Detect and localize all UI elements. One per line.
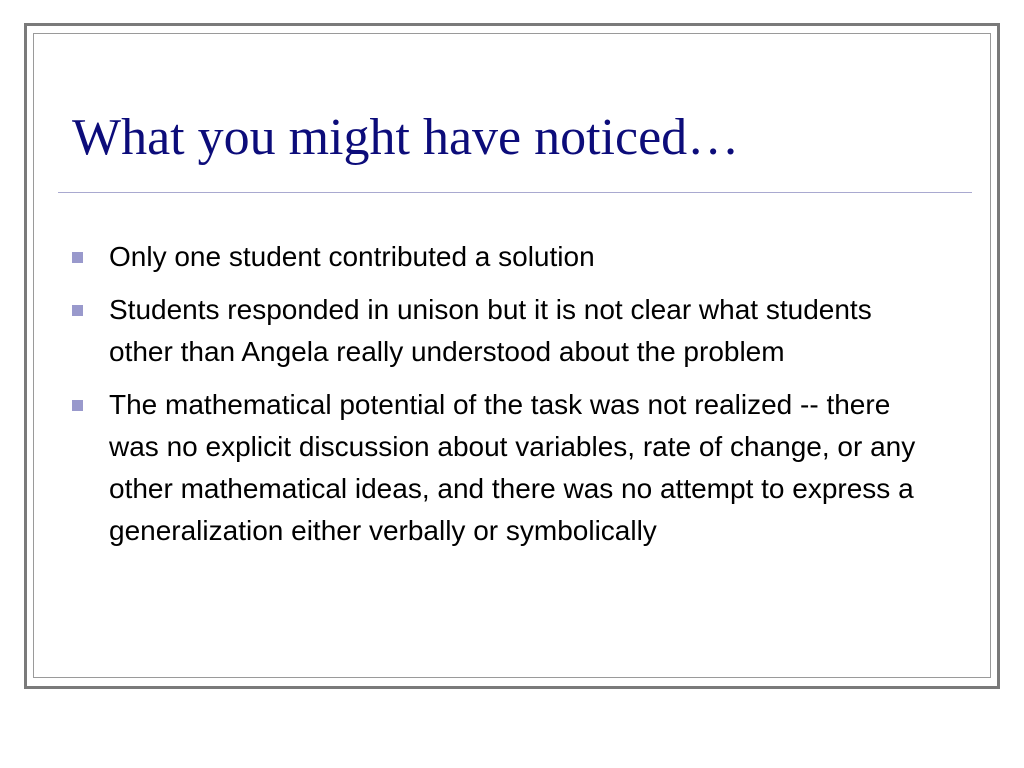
bullet-text: The mathematical potential of the task was not realized -- there was no explicit discussion about variables, rate of change, or any other mathematical ideas, and there was no attempt to express a generalization either verbally or symbolically: [109, 389, 916, 546]
square-bullet-icon: [72, 305, 83, 316]
slide-title: What you might have noticed…: [72, 109, 740, 166]
bullet-text: Students responded in unison but it is not clear what students other than Angela really understood about the problem: [109, 294, 872, 367]
square-bullet-icon: [72, 252, 83, 263]
bullet-item: [72, 289, 942, 373]
title-divider: [58, 192, 972, 193]
bullet-text: Only one student contributed a solution: [109, 241, 595, 272]
bullet-item: [72, 236, 942, 278]
bullet-list: [72, 236, 942, 563]
bullet-item: [72, 384, 942, 552]
square-bullet-icon: [72, 400, 83, 411]
